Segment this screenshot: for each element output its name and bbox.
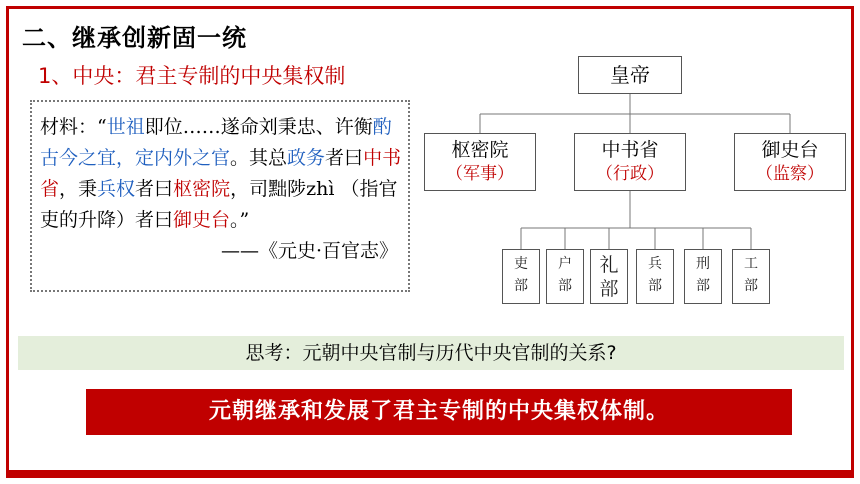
think-question-banner: 思考：元朝中央官制与历代中央官制的关系? <box>18 336 844 370</box>
org-emperor: 皇帝 <box>578 56 682 94</box>
org-dept-hu: 户 部 <box>546 249 584 304</box>
org-node-role: （监察） <box>756 164 824 184</box>
org-dept-li: 吏 部 <box>502 249 540 304</box>
quote-highlight: 世祖 <box>106 116 145 138</box>
org-node-role: （行政） <box>596 164 664 184</box>
org-node-role: （军事） <box>446 164 514 184</box>
quote-highlight-red: 中书省 <box>40 147 402 200</box>
slide-title: 二、继承创新固一统 <box>22 24 247 52</box>
quote-text: 。” <box>230 209 250 231</box>
quote-text: 材料：“ <box>40 116 107 138</box>
org-node-name: 御史台 <box>761 139 819 161</box>
org-dept-bing: 兵 部 <box>636 249 674 304</box>
quote-highlight: 酌古今之宜，定内外之官 <box>40 116 392 169</box>
conclusion-banner: 元朝继承和发展了君主专制的中央集权体制。 <box>86 389 792 435</box>
quote-highlight: 政务 <box>287 147 326 169</box>
quote-highlight-red: 御史台 <box>173 209 231 231</box>
org-node-name: 中书省 <box>601 139 659 161</box>
org-dept-gong: 工 部 <box>732 249 770 304</box>
quote-source: ——《元史·百官志》 <box>220 240 398 262</box>
org-dept-xing: 刑 部 <box>684 249 722 304</box>
quote-text: 即位……遂命刘秉忠、许衡 <box>144 116 373 138</box>
quote-text: ，秉 <box>59 178 98 200</box>
org-yushitai <box>734 133 846 191</box>
org-dept-liBu: 礼 部 <box>590 249 628 304</box>
quote-text: ，司黜陟zhì （指官吏的升降）者曰 <box>40 178 398 231</box>
org-zhongshusheng <box>574 133 686 191</box>
quote-highlight: 兵权 <box>97 178 136 200</box>
org-shumiyuan <box>424 133 536 191</box>
quote-text: 者曰 <box>325 147 364 169</box>
slide-subtitle: 1、中央：君主专制的中央集权制 <box>38 64 346 88</box>
quote-text: 。其总 <box>230 147 288 169</box>
org-node-name: 枢密院 <box>451 139 509 161</box>
quote-text: 者曰 <box>135 178 174 200</box>
quote-highlight-red: 枢密院 <box>173 178 231 200</box>
